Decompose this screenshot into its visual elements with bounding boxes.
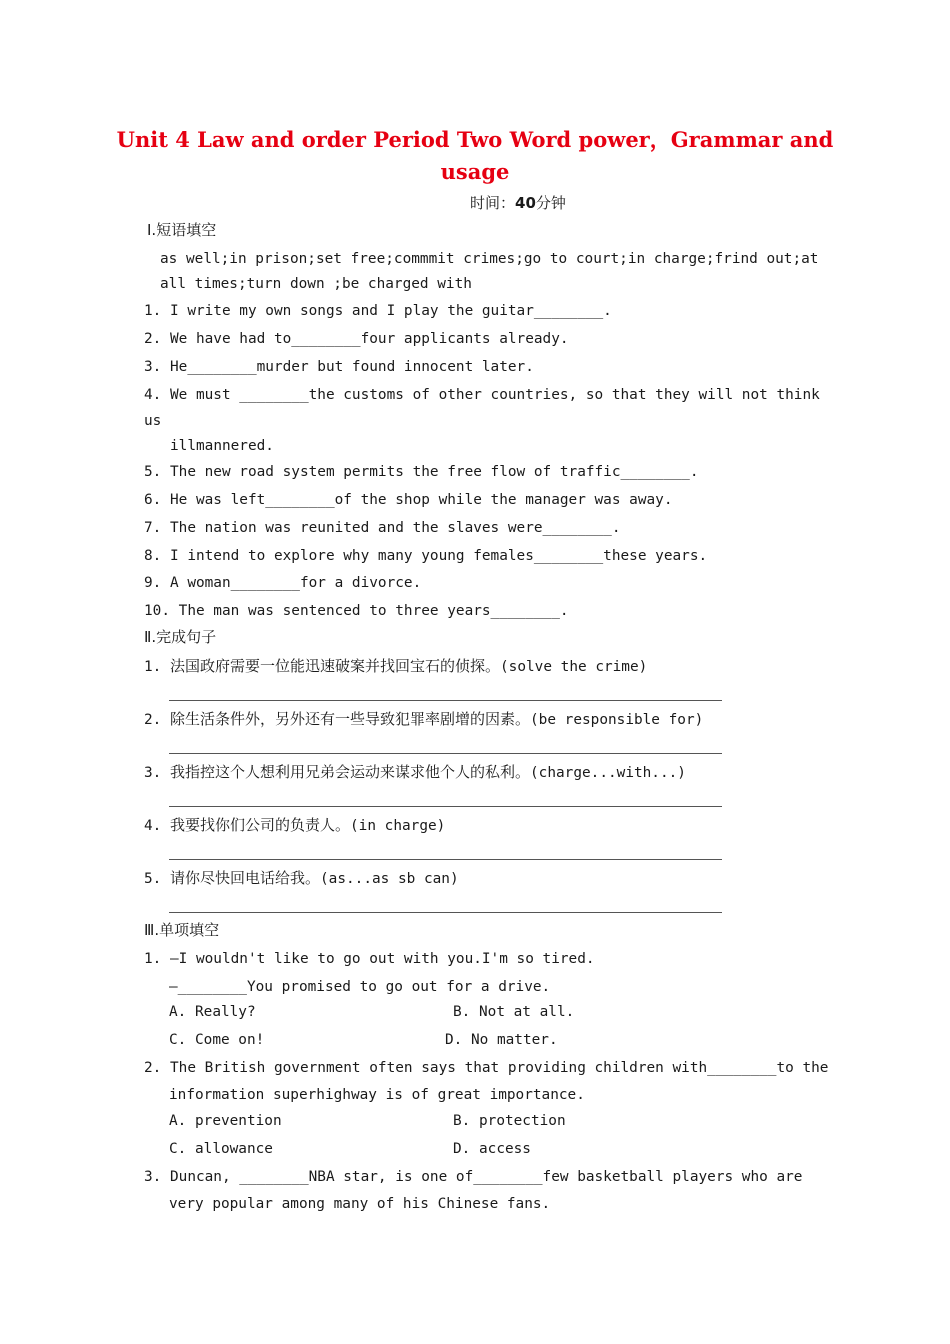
sentence-hint: (in charge) [350,818,446,834]
mc-q1-option-c[interactable]: C. Come on! [169,1032,265,1048]
mc-q2-option-d[interactable]: D. access [453,1141,531,1157]
mc-q2-option-c[interactable]: C. allowance [169,1141,273,1157]
phrase-bank-line1: as well;in prison;set free;commmit crimes;go to court;in charge;frind out;at [160,251,819,267]
mc-q2-stem-cont: information superhighway is of great importance. [169,1087,585,1103]
time-value: 40 [515,194,536,212]
sentence-num: 3. [144,765,170,781]
sentence-chinese: 除生活条件外，另外还有一些导致犯罪率剧增的因素。 [170,710,531,728]
answer-line-4[interactable] [169,859,722,860]
answer-line-1[interactable] [169,700,722,701]
fill-item-3: 3. He________murder but found innocent later. [144,359,534,375]
fill-item-4-cont: us [144,413,162,429]
fill-item-8: 8. I intend to explore why many young females________these years. [144,548,708,564]
sentence-chinese: 法国政府需要一位能迅速破案并找回宝石的侦探。 [170,657,501,675]
time-label: 时间： [470,194,516,212]
sentence-hint: (charge...with...) [530,765,686,781]
sentence-chinese: 请你尽快回电话给我。 [170,869,321,887]
fill-item-7: 7. The nation was reunited and the slaves were________. [144,520,621,536]
answer-line-5[interactable] [169,912,722,913]
sentence-hint: (as...as sb can) [320,871,459,887]
time-unit: 分钟 [535,194,566,212]
sentence-num: 2. [144,712,170,728]
phrase-bank-line2: all times;turn down ;be charged with [160,276,472,292]
sentence-num: 1. [144,659,170,675]
sentence-hint: (solve the crime) [500,659,648,675]
sentence-num: 5. [144,871,170,887]
answer-line-3[interactable] [169,806,722,807]
fill-item-5: 5. The new road system permits the free flow of traffic________. [144,464,699,480]
mc-q1-option-b[interactable]: B. Not at all. [453,1004,575,1020]
sentence-hint: (be responsible for) [530,712,704,728]
fill-item-9: 9. A woman________for a divorce. [144,575,422,591]
sentence-item-4 [144,816,445,835]
mc-q3-stem: 3. Duncan, ________NBA star, is one of________few basketball players who are [144,1169,803,1185]
mc-q2-option-a[interactable]: A. prevention [169,1113,282,1129]
sentence-item-2 [144,710,703,729]
section3-heading: Ⅲ.单项填空 [144,921,220,939]
mc-q3-stem-cont: very popular among many of his Chinese fans. [169,1196,551,1212]
sentence-chinese: 我要找你们公司的负责人。 [170,816,351,834]
mc-q1-option-a[interactable]: A. Really? [169,1004,256,1020]
mc-q1-response: —________You promised to go out for a drive. [169,979,551,995]
time-limit [470,194,566,212]
fill-item-10: 10. The man was sentenced to three years________. [144,603,569,619]
fill-item-2: 2. We have had to________four applicants already. [144,331,569,347]
mc-q2-stem: 2. The British government often says that providing children with________to the [144,1060,829,1076]
sentence-chinese: 我指控这个人想利用兄弟会运动来谋求他个人的私利。 [170,763,531,781]
document-title-line2: usage [440,159,510,184]
sentence-num: 4. [144,818,170,834]
sentence-item-3 [144,763,686,782]
answer-line-2[interactable] [169,753,722,754]
mc-q2-option-b[interactable]: B. protection [453,1113,566,1129]
section2-heading: Ⅱ.完成句子 [144,628,217,646]
fill-item-6: 6. He was left________of the shop while the manager was away. [144,492,673,508]
mc-q1-stem: 1. —I wouldn't like to go out with you.I'm so tired. [144,951,595,967]
mc-q1-option-d[interactable]: D. No matter. [445,1032,558,1048]
fill-item-4: 4. We must ________the customs of other countries, so that they will not think [144,387,820,403]
document-title-line1: Unit 4 Law and order Period Two Word power，Grammar and [116,127,834,152]
sentence-item-1 [144,657,647,676]
fill-item-4-cont2: illmannered. [170,438,274,454]
fill-item-1: 1. I write my own songs and I play the guitar________. [144,303,612,319]
sentence-item-5 [144,869,459,888]
section1-heading: Ⅰ.短语填空 [147,221,217,239]
